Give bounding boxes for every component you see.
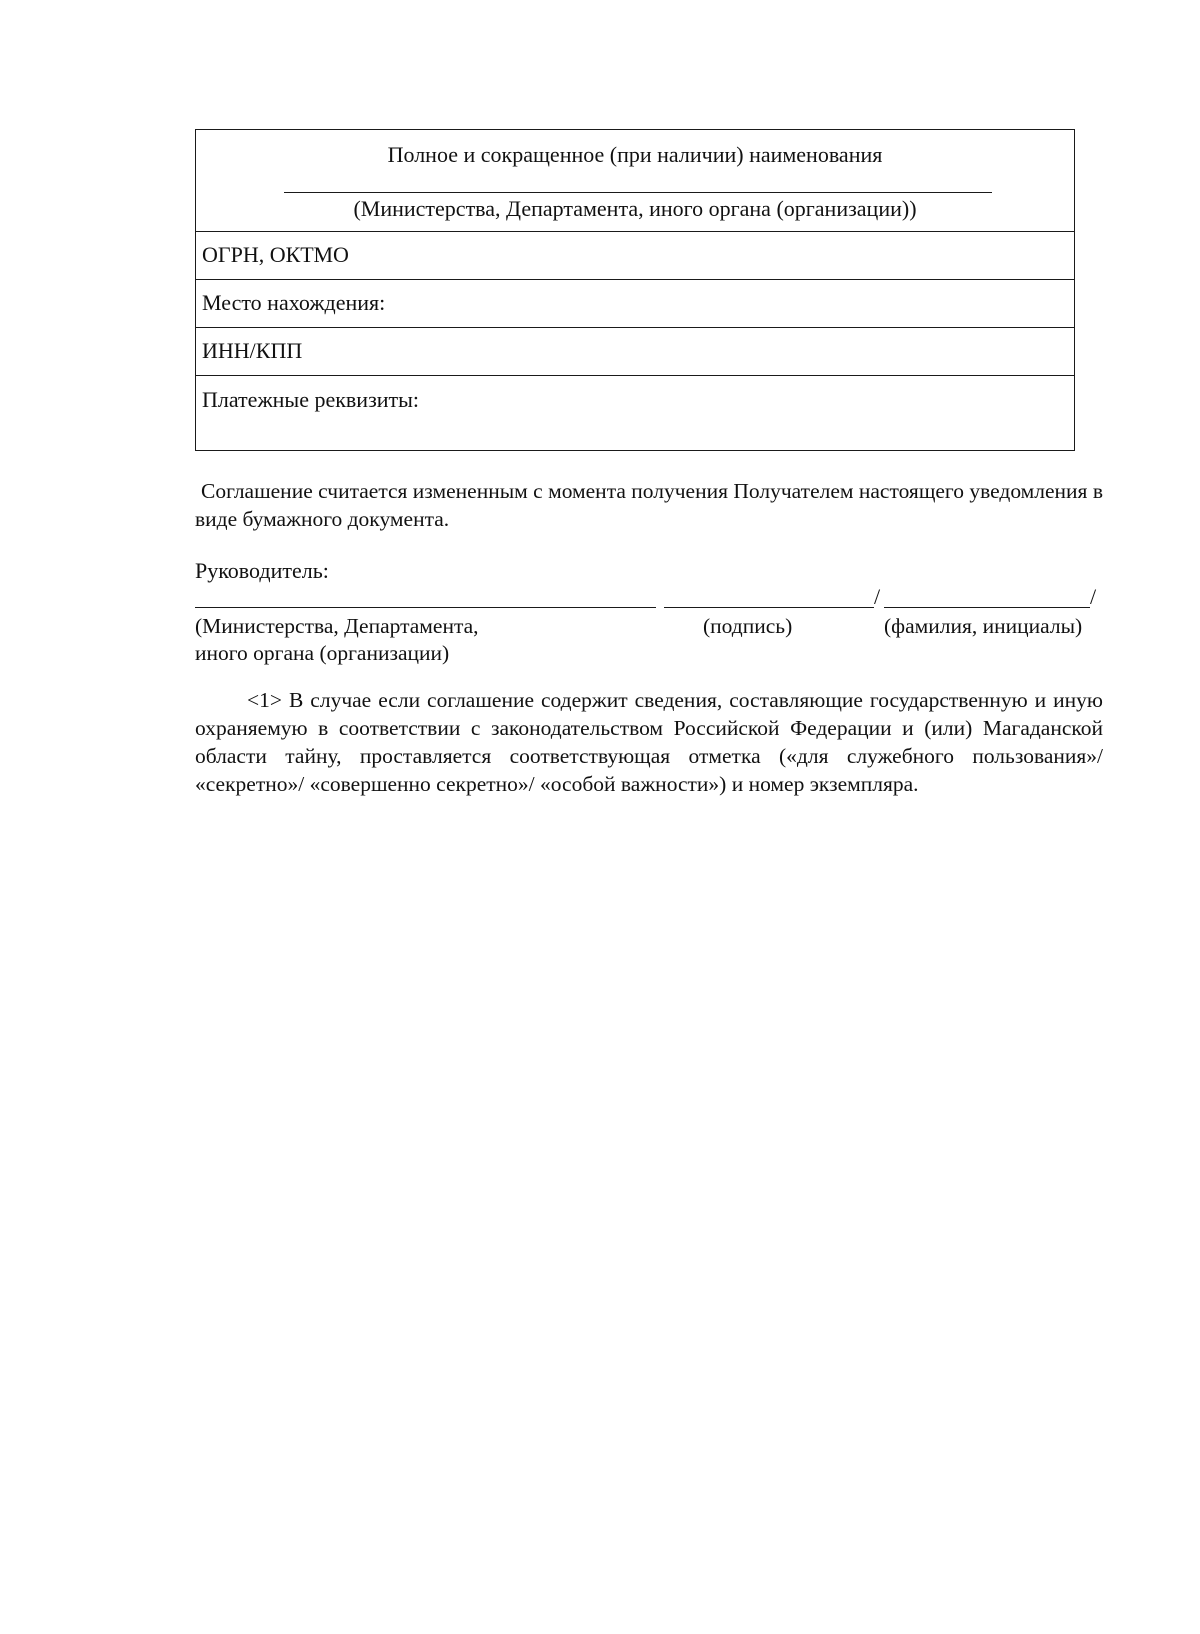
row-location: Место нахождения: xyxy=(196,280,1074,328)
footnote-text: <1> В случае если соглашение содержит сведения, составляющие государственную и иную охраняемую в соответствии с законодательством Российской Федерации и (или) Магаданской области тайну, проставляется соответствующая отметка («для служебного пользования»/ «секретно»/ «совершенно секретно»/ «особой важности») и номер экземпляра. xyxy=(195,688,1103,796)
signature-heading: Руководитель: xyxy=(195,558,329,583)
org-name-line xyxy=(195,607,656,608)
signature-slash-left: / xyxy=(874,584,881,609)
header-fill-line xyxy=(284,192,992,193)
requisites-table xyxy=(195,129,1075,451)
header-subtitle: (Министерства, Департамента, иного органа (организации)) xyxy=(353,196,917,221)
caption-signature: (подпись) xyxy=(703,614,793,638)
row-payment-details: Платежные реквизиты: xyxy=(202,387,420,412)
name-line xyxy=(884,607,1090,608)
caption-org-line2: иного органа (организации) xyxy=(195,641,450,665)
row-ogrn-oktmo: ОГРН, ОКТМО xyxy=(196,232,1074,280)
header-title: Полное и сокращенное (при наличии) наименования xyxy=(387,142,883,167)
row-inn-kpp: ИНН/КПП xyxy=(196,328,1074,376)
caption-name-initials: (фамилия, инициалы) xyxy=(884,614,1083,638)
requisites-table-header xyxy=(196,130,1074,232)
caption-org-line1: (Министерства, Департамента, xyxy=(195,614,479,638)
signature-slash-right: / xyxy=(1090,584,1097,609)
signature-line xyxy=(664,607,874,608)
agreement-statement: Соглашение считается измененным с момента получения Получателем настоящего уведомления в виде бумажного документа. xyxy=(195,479,1103,531)
